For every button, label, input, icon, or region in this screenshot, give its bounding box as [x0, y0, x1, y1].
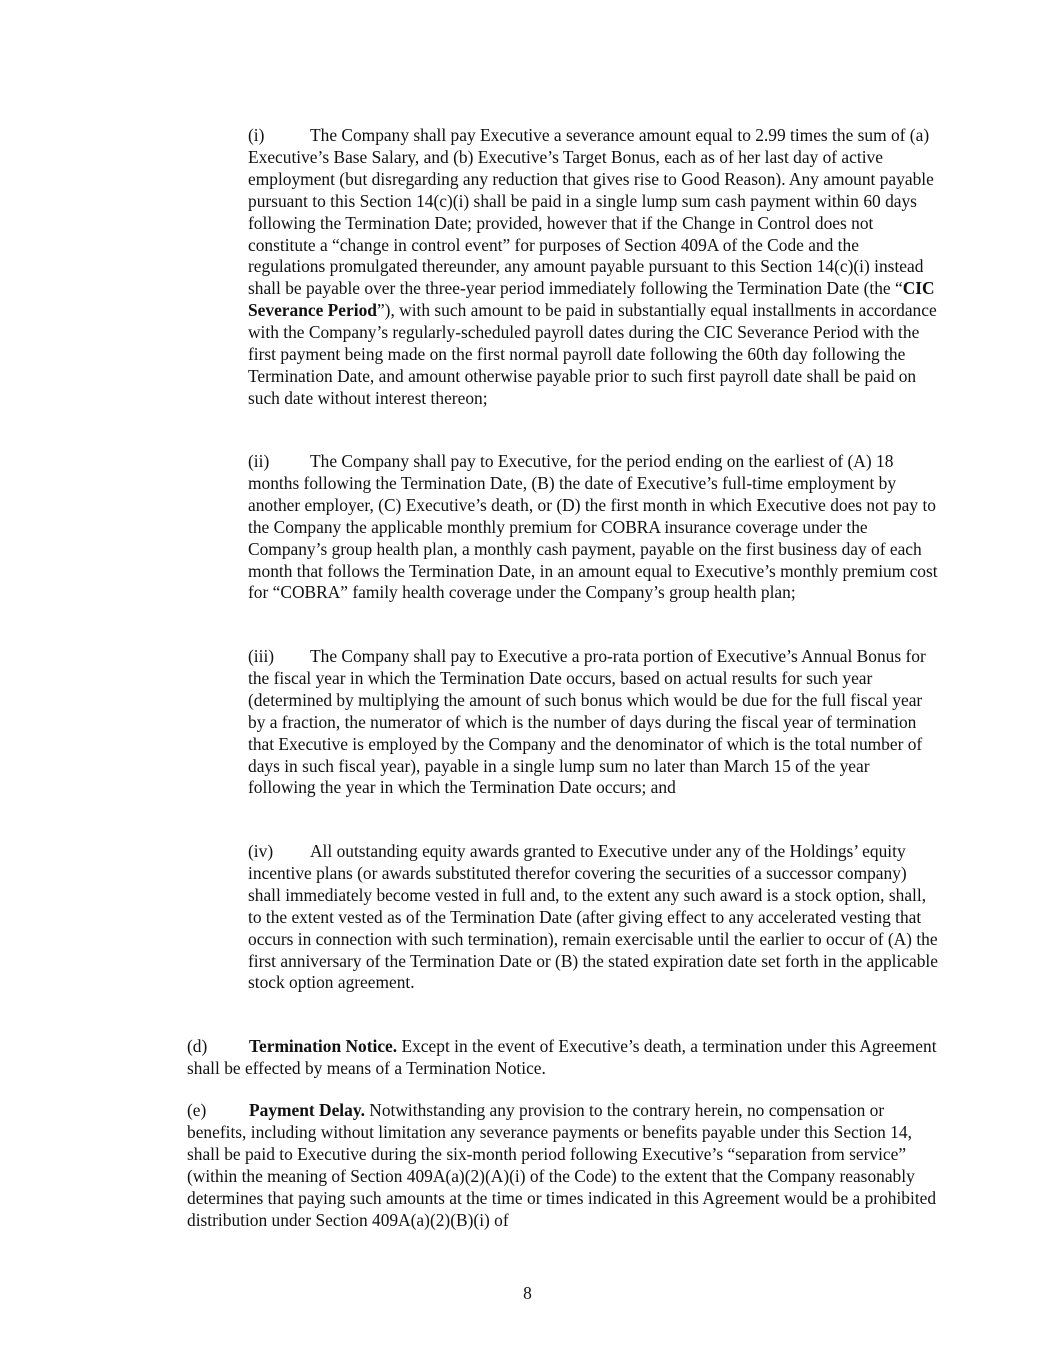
- paragraph-text: Notwithstanding any provision to the contrary herein, no compensation or benefits, including without limitation any severance payments or benefits payable under this Section 14, shall be paid to Executive during the six-month period following Executive’s “separation from service” (within the meaning of Section 409A(a)(2)(A)(i) of the Code) to the extent that the Company reasonably determines that paying such amounts at the time or times indicated in this Agreement would be a prohibited distribution under Section 409A(a)(2)(B)(i) of: [187, 1100, 937, 1230]
- paragraph-c-i: [248, 125, 938, 410]
- paragraph-label: (iv): [248, 841, 274, 861]
- page-number: 8: [523, 1283, 532, 1303]
- paragraph-e-payment-delay: [187, 1100, 938, 1231]
- paragraph-c-iv: [248, 841, 938, 994]
- paragraph-d-termination-notice: [187, 1036, 938, 1080]
- paragraph-c-iii: [248, 646, 938, 799]
- paragraph-text-continued: ”), with such amount to be paid in substantially equal installments in accordance with the Company’s regularly-scheduled payroll dates during the CIC Severance Period with the first payment being made on the first normal payroll date following the 60th day following the Termination Date, and amount otherwise payable prior to such first payroll date shall be paid on such date without interest thereon;: [248, 300, 937, 408]
- defined-term: CIC Severance Period: [248, 278, 935, 321]
- paragraph-text: Except in the event of Executive’s death, a termination under this Agreement shall be effected by means of a Termination Notice.: [187, 1036, 937, 1078]
- paragraph-text: The Company shall pay to Executive, for the period ending on the earliest of (A) 18 months following the Termination Date, (B) the date of Executive’s full-time employment by another employer, (C) Executive’s death, or (D) the first month in which Executive does not pay to the Company the applicable monthly premium for COBRA insurance coverage under the Company’s group health plan, a monthly cash payment, payable on the first business day of each month that follows the Termination Date, in an amount equal to Executive’s monthly premium cost for “COBRA” family health coverage under the Company’s group health plan;: [248, 451, 938, 603]
- section-heading: Termination Notice.: [249, 1036, 398, 1056]
- section-heading: Payment Delay.: [249, 1100, 365, 1120]
- paragraph-c-ii: [248, 451, 938, 604]
- paragraph-text: The Company shall pay to Executive a pro-rata portion of Executive’s Annual Bonus for the fiscal year in which the Termination Date occurs, based on actual results for such year (determined by multiplying the amount of such bonus which would be due for the full fiscal year by a fraction, the numerator of which is the number of days during the fiscal year of termination that Executive is employed by the Company and the denominator of which is the total number of days in such fiscal year), payable in a single lump sum no later than March 15 of the year following the year in which the Termination Date occurs; and: [248, 646, 926, 798]
- paragraph-text: The Company shall pay Executive a severance amount equal to 2.99 times the sum of (a) Executive’s Base Salary, and (b) Executive’s Target Bonus, each as of her last day of active employment (but disregarding any reduction that gives rise to Good Reason). Any amount payable pursuant to this Section 14(c)(i) shall be paid in a single lump sum cash payment within 60 days following the Termination Date; provided, however that if the Change in Control does not constitute a “change in control event” for purposes of Section 409A of the Code and the regulations promulgated thereunder, any amount payable pursuant to this Section 14(c)(i) instead shall be payable over the three-year period immediately following the Termination Date (the “: [248, 125, 934, 299]
- paragraph-label: (e): [187, 1100, 207, 1120]
- paragraph-label: (d): [187, 1036, 208, 1056]
- paragraph-label: (ii): [248, 451, 270, 471]
- paragraph-label: (i): [248, 125, 265, 145]
- paragraph-text: All outstanding equity awards granted to Executive under any of the Holdings’ equity incentive plans (or awards substituted therefor covering the securities of a successor company) shall immediately become vested in full and, to the extent any such award is a stock option, shall, to the extent vested as of the Termination Date (after giving effect to any accelerated vesting that occurs in connection with such termination), remain exercisable until the earlier to occur of (A) the first anniversary of the Termination Date or (B) the stated expiration date set forth in the applicable stock option agreement.: [248, 841, 938, 993]
- paragraph-label: (iii): [248, 646, 275, 666]
